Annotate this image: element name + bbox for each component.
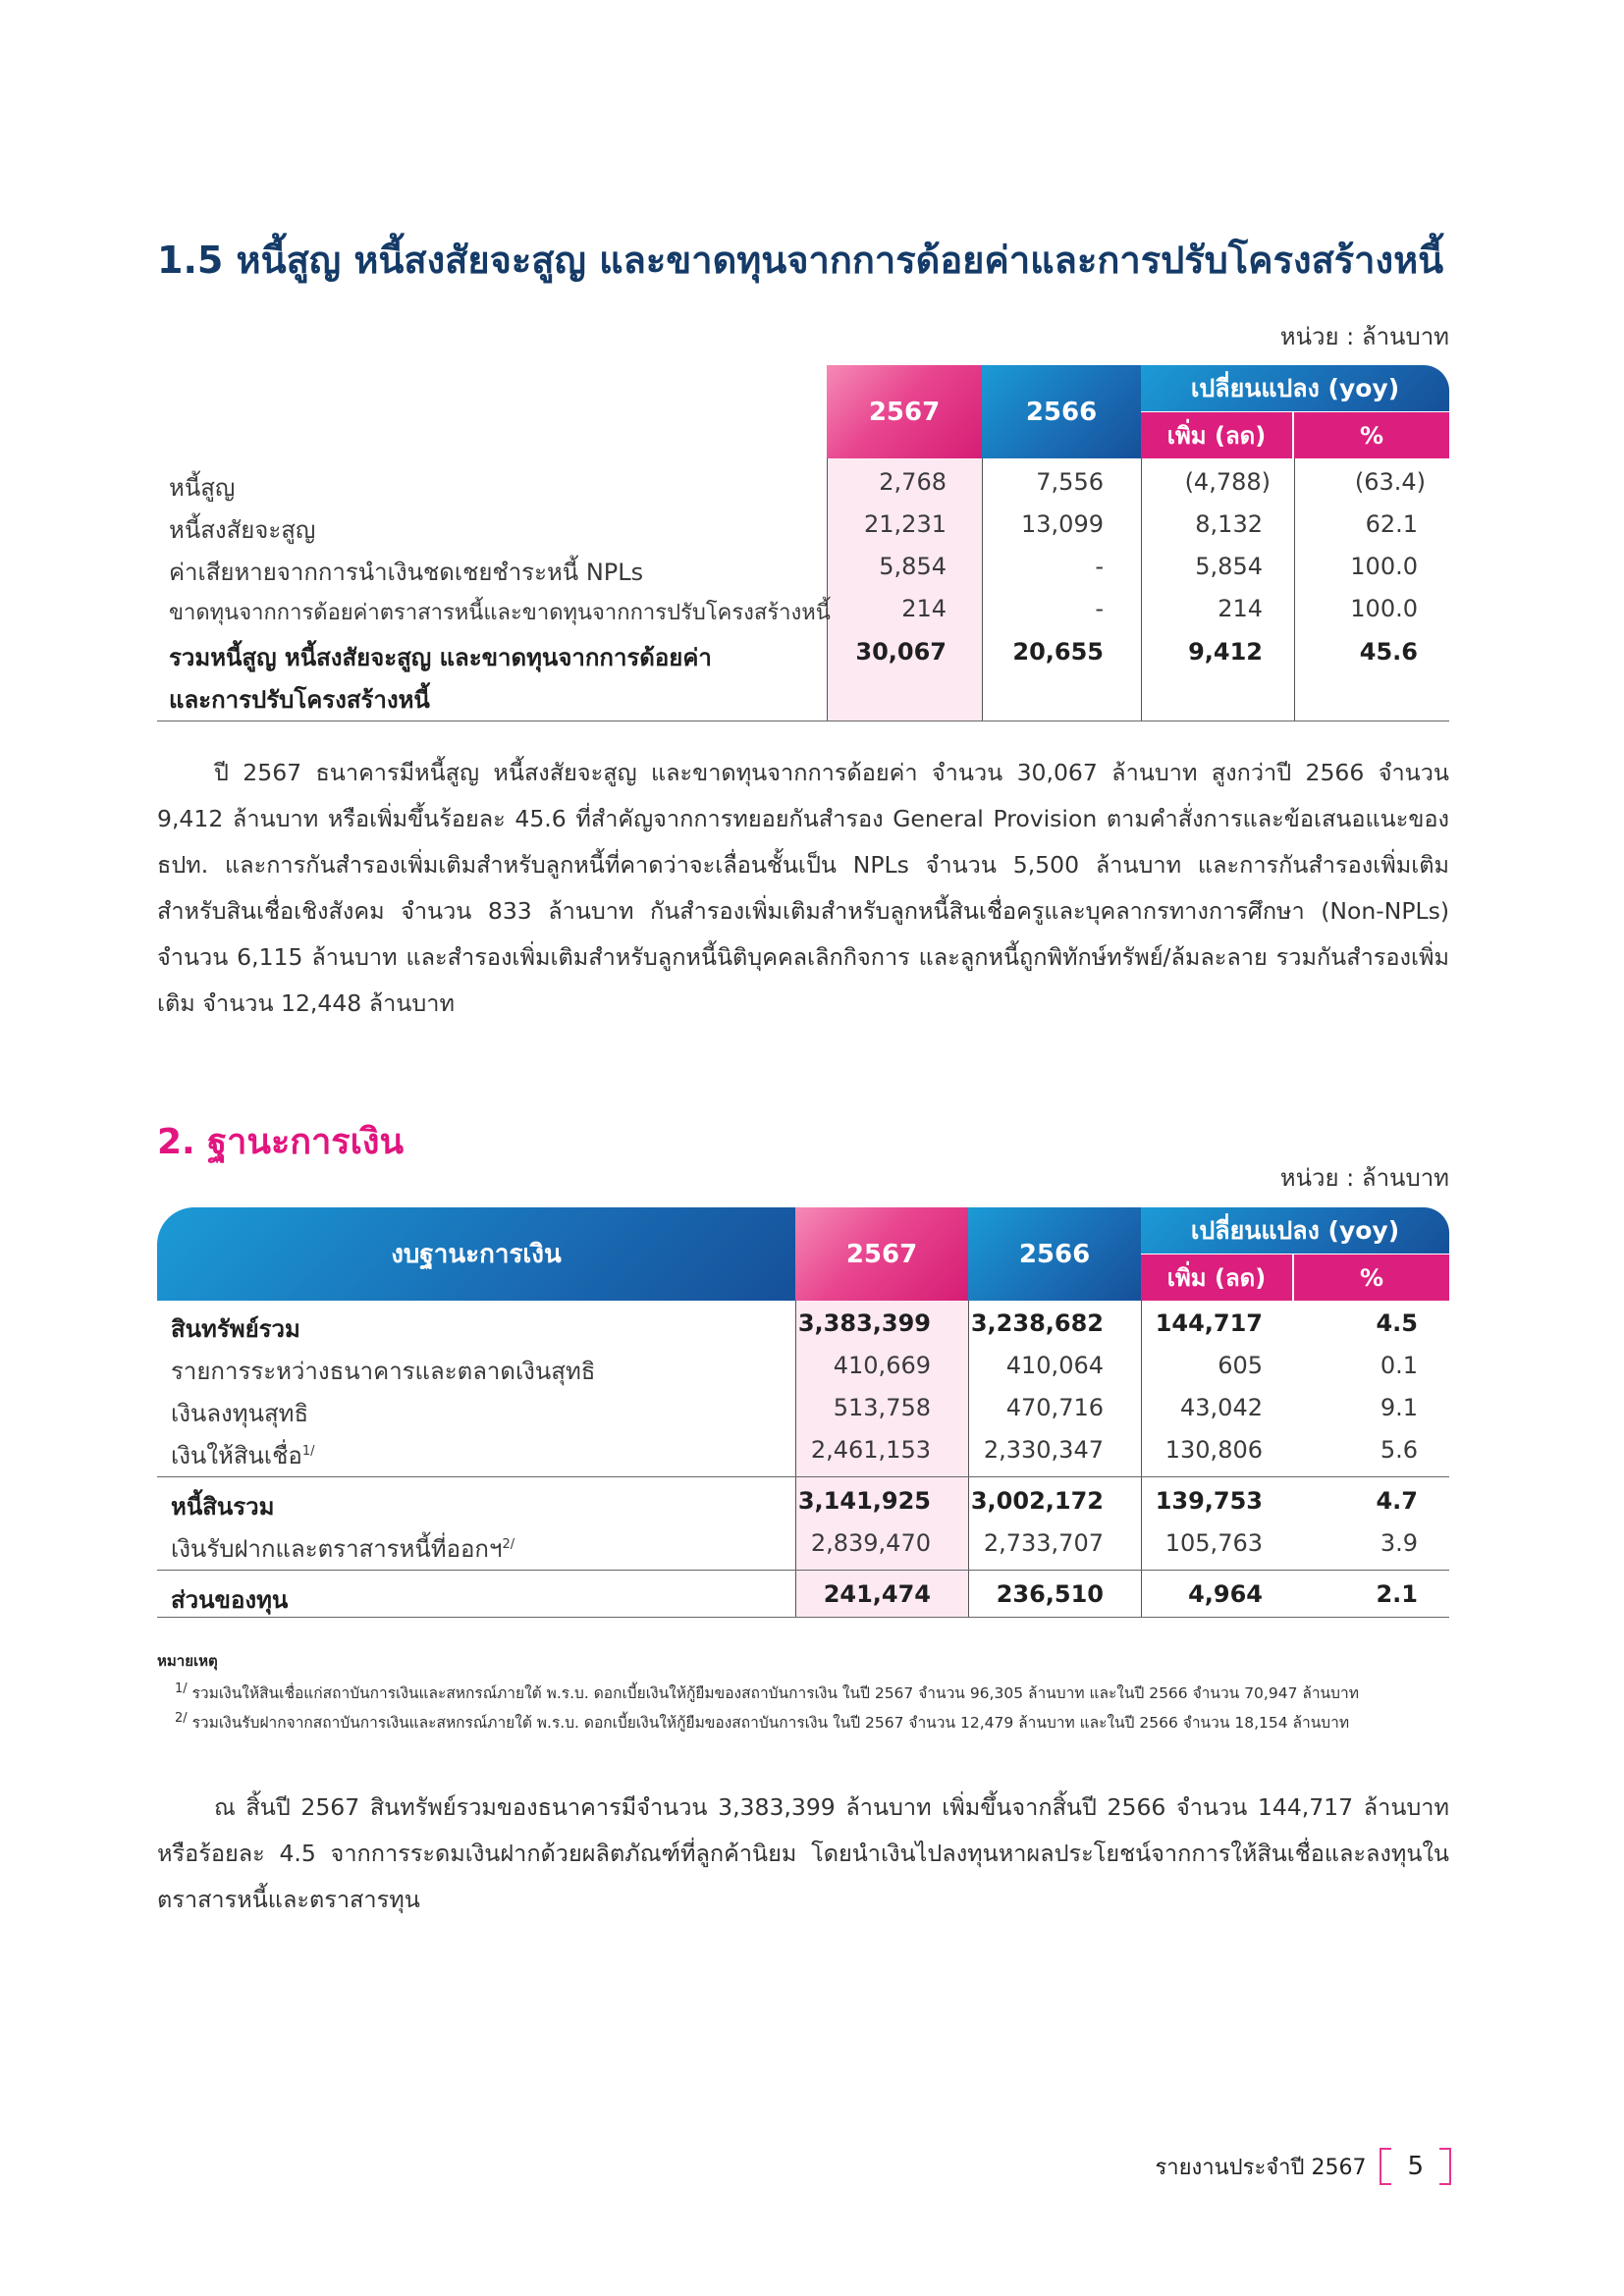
col-divider [1294,458,1295,721]
cell-2567: 241,474 [823,1580,931,1608]
cell-2567: 30,067 [855,638,947,666]
cell-change: 43,042 [1180,1394,1263,1421]
cell-change: 4,964 [1188,1580,1263,1608]
cell-change: 605 [1218,1352,1263,1379]
cell-2567: 410,669 [833,1352,931,1379]
cell-change: 139,753 [1155,1487,1263,1515]
row-label: ค่าเสียหายจากการนำเงินชดเชยชำระหนี้ NPLs [169,559,644,586]
footer-bracket-left [1380,2148,1391,2185]
cell-2566: 3,002,172 [970,1487,1104,1515]
section-2-title: 2. ฐานะการเงิน [157,1122,405,1162]
table-bottom-rule [157,1617,1449,1618]
cell-change: 5,854 [1195,553,1263,580]
cell-change: 9,412 [1188,638,1263,666]
cell-pct: 4.7 [1376,1487,1418,1515]
footnote-mark: 2/ [502,1537,515,1552]
cell-change: 130,806 [1164,1436,1263,1464]
cell-pct: 9.1 [1380,1394,1418,1421]
row-label: เงินให้สินเชื่อ$^{1/}$ [171,1442,315,1469]
header-pct: % [1294,412,1449,458]
footnote-mark: 1/ [301,1444,315,1459]
cell-2567: 513,758 [833,1394,931,1421]
cell-pct: 3.9 [1380,1529,1418,1557]
col-divider [827,458,828,721]
cell-2566: 2,733,707 [983,1529,1104,1557]
cell-2566: 2,330,347 [983,1436,1104,1464]
cell-pct: 0.1 [1380,1352,1418,1379]
row-label-cont: และการปรับโครงสร้างหนี้ [169,686,430,714]
footnote: $^{2/}$ รวมเงินรับฝากจากสถาบันการเงินและสหกรณ์ภายใต้ พ.ร.บ. ดอกเบี้ยเงินให้กู้ยืมของสถาบันการเงิน ในปี 2567 จำนวน 12,479 ล้านบาท และในปี 2566 จำนวน 18,154 ล้านบาท [175,1710,1350,1732]
row-divider [157,1476,1449,1477]
footnote-mark: 2/ [175,1710,188,1726]
header-2567: 2567 [795,1207,968,1301]
header-label: งบฐานะการเงิน [157,1207,795,1301]
cell-pct: 62.1 [1365,510,1418,538]
cell-2567: 3,141,925 [797,1487,931,1515]
footnote-mark: 1/ [175,1681,188,1696]
cell-pct: 4.5 [1376,1309,1418,1337]
cell-2566: 236,510 [996,1580,1104,1608]
row-label: เงินรับฝากและตราสารหนี้ที่ออกฯ$^{2/}$ [171,1535,515,1563]
header-2567: 2567 [827,365,982,458]
row-label: รวมหนี้สูญ หนี้สงสัยจะสูญ และขาดทุนจากการด้อยค่า [169,644,712,671]
cell-2567: 214 [901,595,947,622]
section-1-title: 1.5 หนี้สูญ หนี้สงสัยจะสูญ และขาดทุนจากการด้อยค่าและการปรับโครงสร้างหนี้ [157,239,1444,282]
row-label: รายการระหว่างธนาคารและตลาดเงินสุทธิ [171,1358,596,1385]
cell-change: (4,788) [1184,468,1271,496]
cell-2566: 3,238,682 [970,1309,1104,1337]
row-label: หนี้สงสัยจะสูญ [169,516,316,544]
cell-2567: 2,461,153 [810,1436,931,1464]
row-label: หนี้สินรวม [171,1493,275,1521]
row-label: ขาดทุนจากการด้อยค่าตราสารหนี้และขาดทุนจากการปรับโครงสร้างหนี้ [169,601,831,625]
header-2566: 2566 [968,1207,1141,1301]
cell-pct: (63.4) [1354,468,1426,496]
cell-pct: 2.1 [1376,1580,1418,1608]
unit-label: หน่วย : ล้านบาท [1279,323,1449,350]
section-2-paragraph: ณ สิ้นปี 2567 สินทรัพย์รวมของธนาคารมีจำนวน 3,383,399 ล้านบาท เพิ่มขึ้นจากสิ้นปี 2566 จำนวน 144,717 ล้านบาท หรือร้อยละ 4.5 จากการระดมเงินฝากด้วยผลิตภัณฑ์ที่ลูกค้านิยม โดยนำเงินไปลงทุนหาผลประโยชน์จากการให้สินเชื่อและลงทุนในตราสารหนี้และตราสารทุน [157,1793,1449,1913]
row-divider [157,1570,1449,1571]
cell-2566: 20,655 [1012,638,1104,666]
cell-2566: 410,064 [1005,1352,1104,1379]
footnote: $^{1/}$ รวมเงินให้สินเชื่อแก่สถาบันการเงินและสหกรณ์ภายใต้ พ.ร.บ. ดอกเบี้ยเงินให้กู้ยืมของสถาบันการเงิน ในปี 2567 จำนวน 96,305 ล้านบาท และในปี 2566 จำนวน 70,947 ล้านบาท [175,1681,1359,1702]
cell-pct: 100.0 [1350,553,1418,580]
cell-2566: 13,099 [1021,510,1104,538]
cell-2566: - [1095,595,1104,622]
cell-2567: 2,839,470 [810,1529,931,1557]
cell-pct: 100.0 [1350,595,1418,622]
footer-bracket-right [1439,2148,1451,2185]
row-label: เงินลงทุนสุทธิ [171,1400,309,1427]
cell-2567: 21,231 [864,510,947,538]
column-2567-shade [827,458,982,721]
cell-pct: 45.6 [1359,638,1418,666]
row-label: สินทรัพย์รวม [171,1315,300,1343]
page-number: 5 [1407,2152,1424,2181]
footer-label: รายงานประจำปี 2567 [1155,2155,1367,2180]
header-change: เปลี่ยนแปลง (yoy) [1141,1207,1449,1254]
unit-label: หน่วย : ล้านบาท [1279,1164,1449,1192]
page-footer [1155,2148,1451,2185]
col-divider [1141,458,1142,721]
cell-pct: 5.6 [1380,1436,1418,1464]
cell-2566: - [1095,553,1104,580]
cell-change: 214 [1218,595,1263,622]
cell-change: 8,132 [1195,510,1263,538]
cell-2567: 2,768 [879,468,947,496]
section-1-paragraph: ปี 2567 ธนาคารมีหนี้สูญ หนี้สงสัยจะสูญ และขาดทุนจากการด้อยค่า จำนวน 30,067 ล้านบาท สูงกว่าปี 2566 จำนวน 9,412 ล้านบาท หรือเพิ่มขึ้นร้อยละ 45.6 ที่สำคัญจากการทยอยกันสำรอง General Provision ตามคำสั่งการและข้อเสนอแนะของ ธปท. และการกันสำรองเพิ่มเติมสำหรับลูกหนี้ที่คาดว่าจะเลื่อนชั้นเป็น NPLs จำนวน 5,500 ล้านบาท และการกันสำรองเพิ่มเติมสำหรับสินเชื่อเชิงสังคม จำนวน 833 ล้านบาท กันสำรองเพิ่มเติมสำหรับลูกหนี้สินเชื่อครูและบุคลากรทางการศึกษา (Non-NPLs) จำนวน 6,115 ล้านบาท และสำรองเพิ่มเติมสำหรับลูกหนี้นิติบุคคลเลิกกิจการ และลูกหนี้ถูกพิทักษ์ทรัพย์/ล้มละลาย รวมกันสำรองเพิ่มเติม จำนวน 12,448 ล้านบาท [157,759,1449,1017]
header-change: เปลี่ยนแปลง (yoy) [1141,365,1449,411]
cell-2567: 3,383,399 [797,1309,931,1337]
header-2566: 2566 [982,365,1141,458]
row-label: หนี้สูญ [169,474,236,502]
header-inc: เพิ่ม (ลด) [1141,412,1294,458]
cell-2566: 7,556 [1036,468,1104,496]
cell-change: 105,763 [1164,1529,1263,1557]
cell-2567: 5,854 [879,553,947,580]
row-label: ส่วนของทุน [171,1586,289,1614]
cell-2566: 470,716 [1005,1394,1104,1421]
header-inc: เพิ่ม (ลด) [1141,1255,1294,1301]
notes-title: หมายเหตุ [157,1652,218,1670]
header-pct: % [1294,1255,1449,1301]
col-divider [982,458,983,721]
cell-change: 144,717 [1155,1309,1263,1337]
